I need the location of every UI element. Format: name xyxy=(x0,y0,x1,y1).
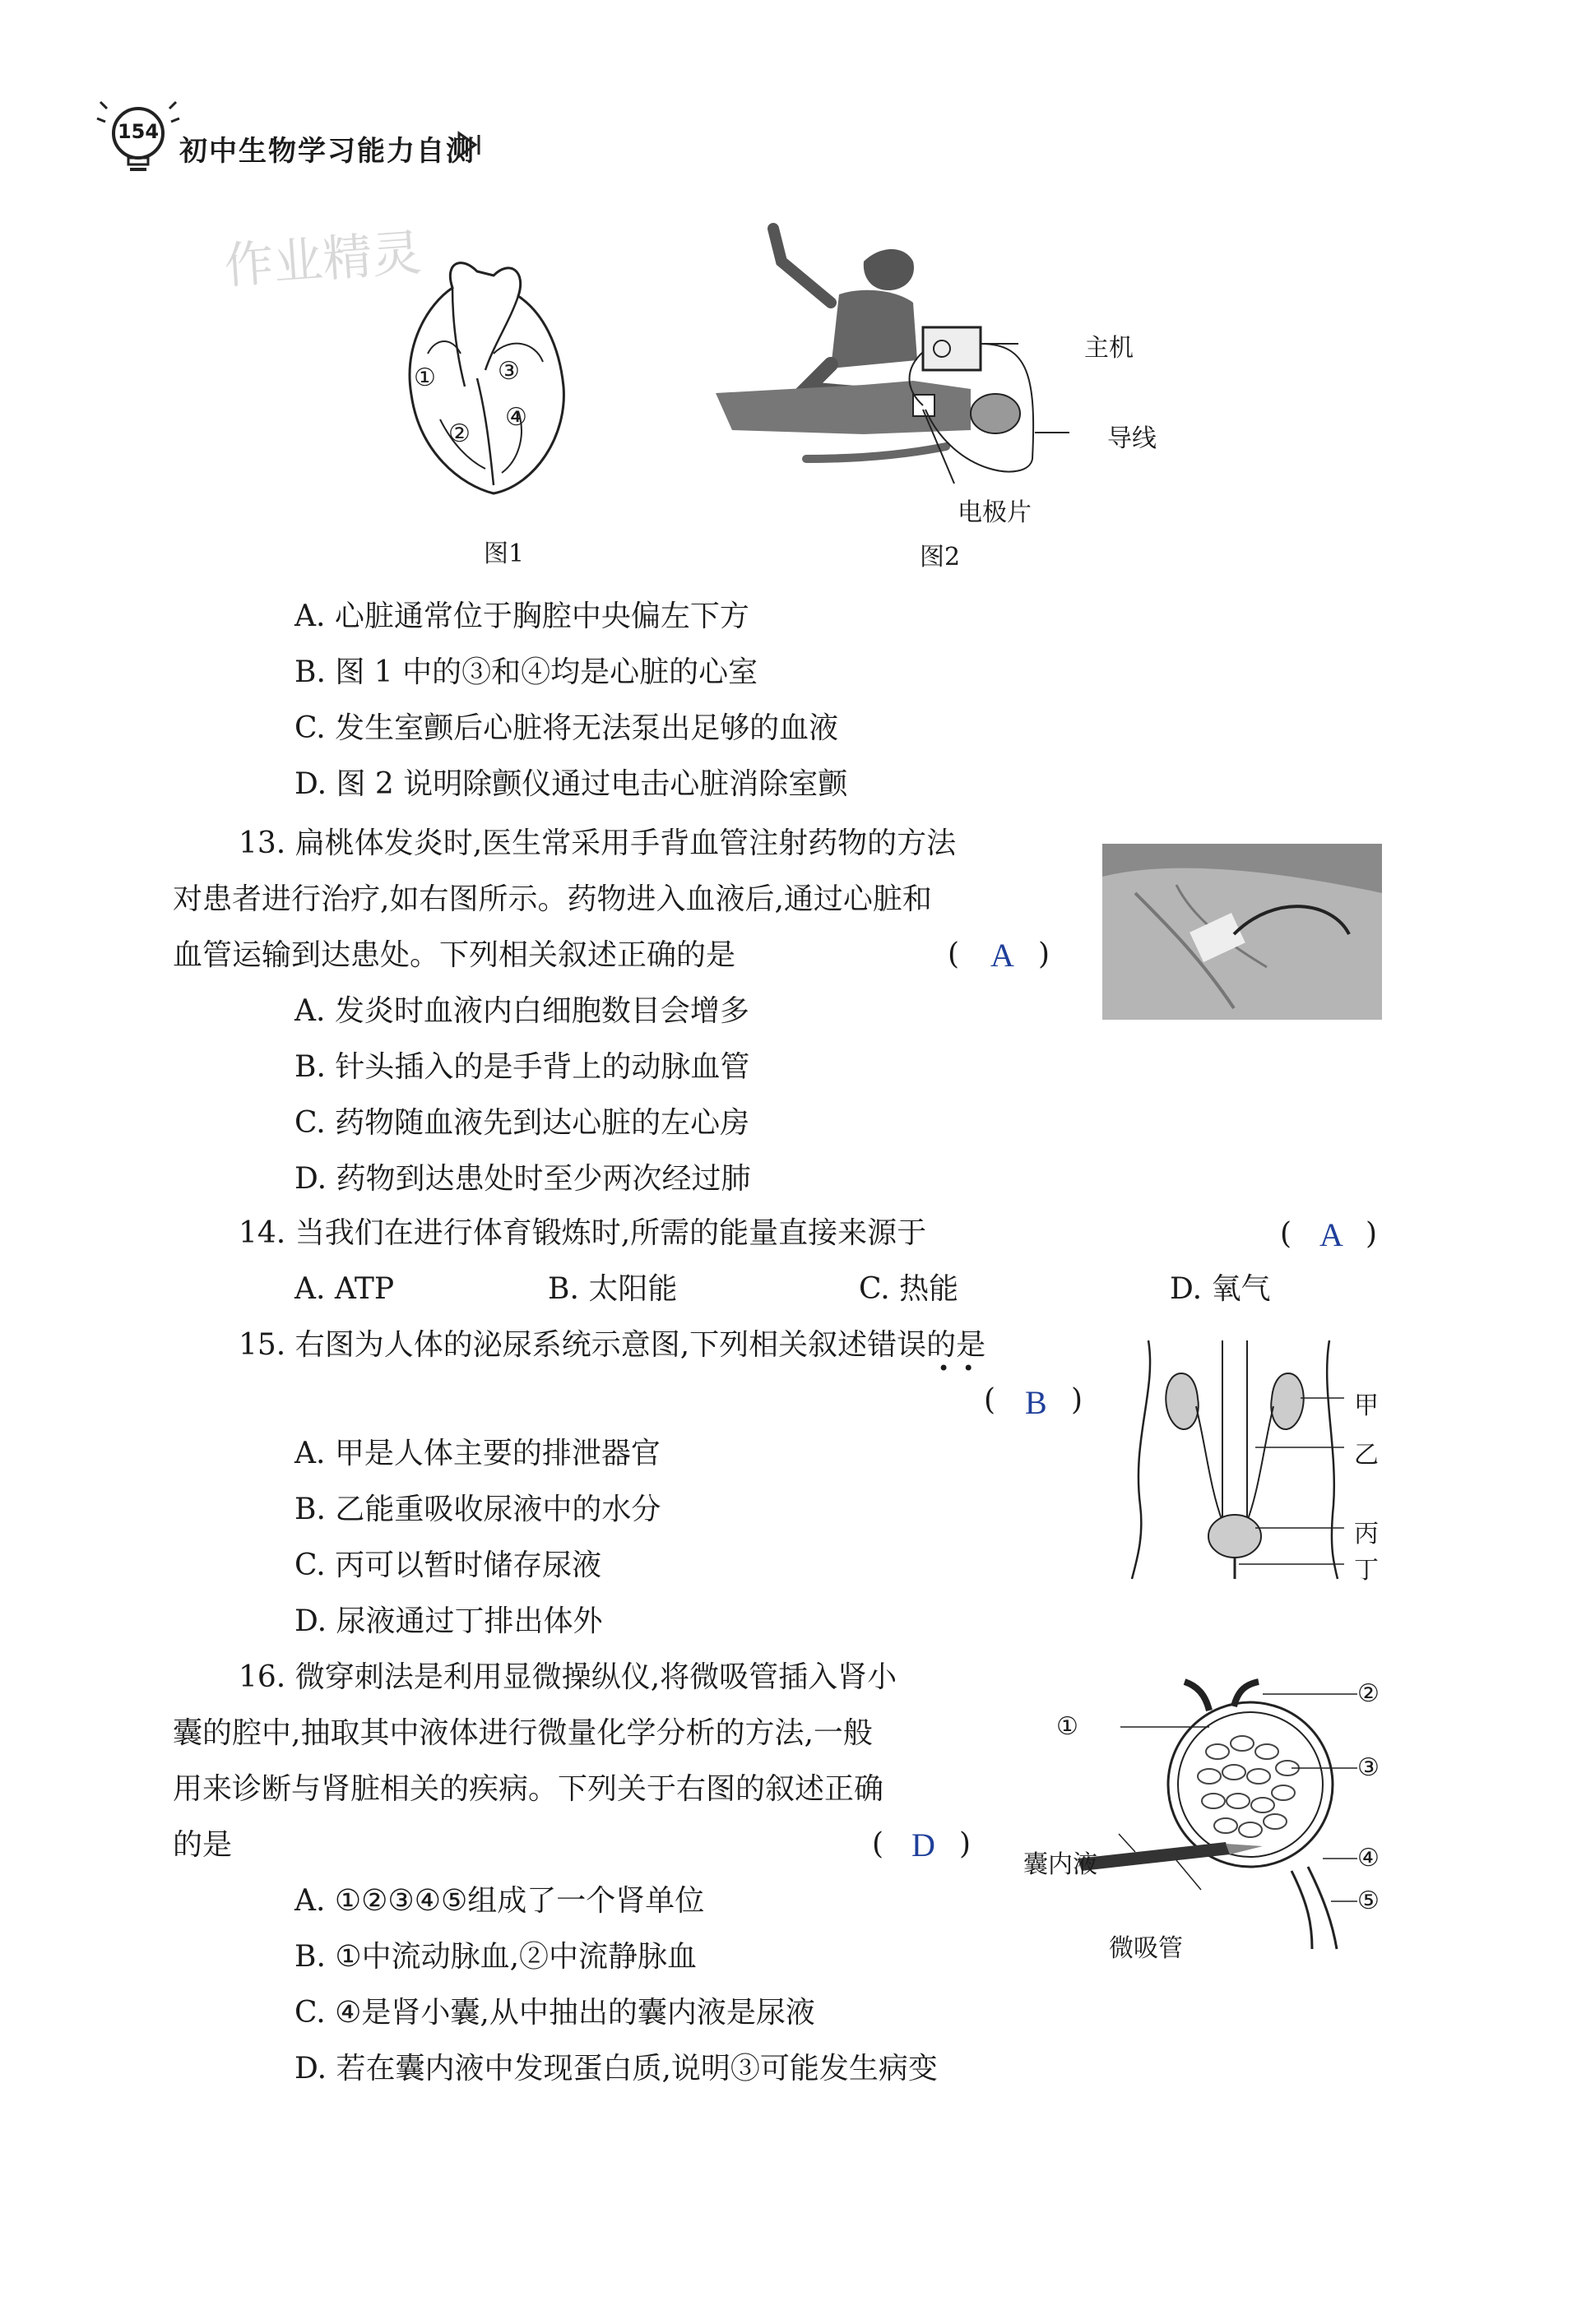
q16-option-d: D. 若在囊内液中发现蛋白质,说明③可能发生病变 xyxy=(294,2052,938,2086)
q13-option-a: A. 发炎时血液内白细胞数目会增多 xyxy=(294,994,749,1028)
q12-option-a: A. 心脏通常位于胸腔中央偏左下方 xyxy=(294,600,749,633)
book-title: 初中生物学习能力自测 xyxy=(179,135,475,168)
fig1-caption: 图1 xyxy=(484,539,525,568)
nephron-label-4: ④ xyxy=(1357,1844,1380,1873)
q16-option-a: A. ①②③④⑤组成了一个肾单位 xyxy=(294,1884,705,1918)
q16-paren-close: ) xyxy=(959,1827,972,1861)
play-arrow-icon xyxy=(457,132,482,158)
nephron-label-2: ② xyxy=(1357,1679,1380,1708)
q14-answer: A xyxy=(1319,1216,1343,1253)
nephron-label-3: ③ xyxy=(1357,1753,1380,1782)
q16-option-b: B. ①中流动脉血,②中流静脉血 xyxy=(294,1940,698,1974)
heart-label-1: ① xyxy=(414,363,436,392)
q15-option-b: B. 乙能重吸收尿液中的水分 xyxy=(294,1493,661,1526)
q14-paren-open: ( xyxy=(1280,1217,1292,1251)
q15-paren-close: ) xyxy=(1071,1383,1083,1417)
defibrillator-scene xyxy=(707,212,1069,492)
q15-option-d: D. 尿液通过丁排出体外 xyxy=(294,1604,603,1638)
q14-paren-close: ) xyxy=(1366,1217,1378,1251)
q15-answer: B xyxy=(1025,1384,1047,1421)
q16-stem-line-1: 16. 微穿刺法是利用显微操纵仪,将微吸管插入肾小 xyxy=(239,1660,897,1694)
q16-paren-open: ( xyxy=(872,1827,884,1861)
fig2-label-wire: 导线 xyxy=(1107,424,1157,453)
q13-option-c: C. 药物随血液先到达心脏的左心房 xyxy=(294,1106,750,1140)
fig2-label-electrode: 电极片 xyxy=(958,498,1032,527)
emphasis-dot: • xyxy=(962,1357,975,1380)
q16-answer: D xyxy=(911,1826,935,1863)
fig2-caption: 图2 xyxy=(920,543,961,572)
page-number: 154 xyxy=(117,120,160,143)
q12-option-c: C. 发生室颤后心脏将无法泵出足够的血液 xyxy=(294,711,839,745)
q12-option-d: D. 图 2 说明除颤仪通过电击心脏消除室颤 xyxy=(294,767,848,801)
urinary-system-diagram xyxy=(1132,1340,1346,1579)
micropipette-label: 微吸管 xyxy=(1109,1934,1183,1963)
q16-stem-line-4: 的是 xyxy=(173,1828,233,1862)
q14-option-c: C. 热能 xyxy=(859,1272,959,1306)
q13-option-b: B. 针头插入的是手背上的动脉血管 xyxy=(294,1050,750,1084)
q14-option-d: D. 氧气 xyxy=(1170,1272,1271,1306)
nephron-label-5: ⑤ xyxy=(1357,1887,1380,1915)
heart-label-3: ③ xyxy=(498,357,520,386)
q13-stem-line-3: 血管运输到达患处。下列相关叙述正确的是 xyxy=(173,938,736,972)
q13-paren-close: ) xyxy=(1038,937,1050,971)
q13-paren-open: ( xyxy=(948,937,960,971)
q14-stem: 14. 当我们在进行体育锻炼时,所需的能量直接来源于 xyxy=(239,1216,927,1250)
urinary-label-bing: 丙 xyxy=(1354,1520,1379,1549)
q14-option-a: A. ATP xyxy=(294,1272,395,1306)
watermark: 作业精灵 xyxy=(222,224,424,296)
q13-option-d: D. 药物到达患处时至少两次经过肺 xyxy=(294,1162,751,1196)
emphasis-dot: • xyxy=(938,1357,950,1380)
hand-injection-photo xyxy=(1102,844,1382,1020)
urinary-label-yi: 乙 xyxy=(1354,1441,1379,1470)
q16-stem-line-3: 用来诊断与肾脏相关的疾病。下列关于右图的叙述正确 xyxy=(173,1772,884,1806)
q12-option-b: B. 图 1 中的③和④均是心脏的心室 xyxy=(294,655,758,689)
q15-paren-open: ( xyxy=(984,1383,996,1417)
q15-option-a: A. 甲是人体主要的排泄器官 xyxy=(294,1437,661,1470)
urinary-label-ding: 丁 xyxy=(1354,1556,1379,1585)
q13-stem-line-2: 对患者进行治疗,如右图所示。药物进入血液后,通过心脏和 xyxy=(173,882,932,916)
q15-option-c: C. 丙可以暂时储存尿液 xyxy=(294,1549,602,1582)
q15-stem: 15. 右图为人体的泌尿系统示意图,下列相关叙述错误的是 xyxy=(239,1328,986,1362)
q16-stem-line-2: 囊的腔中,抽取其中液体进行微量化学分析的方法,一般 xyxy=(173,1716,873,1750)
q14-option-b: B. 太阳能 xyxy=(548,1272,678,1306)
heart-label-4: ④ xyxy=(505,403,527,432)
capsular-fluid-label: 囊内液 xyxy=(1023,1850,1097,1879)
q13-stem-line-1: 13. 扁桃体发炎时,医生常采用手背血管注射药物的方法 xyxy=(239,826,957,860)
q16-option-c: C. ④是肾小囊,从中抽出的囊内液是尿液 xyxy=(294,1996,815,2030)
emphasis-dots xyxy=(938,1357,974,1380)
fig2-label-host: 主机 xyxy=(1084,334,1134,363)
renal-corpuscle-diagram xyxy=(1061,1678,1390,1949)
heart-label-2: ② xyxy=(448,419,471,448)
q13-answer: A xyxy=(990,937,1014,974)
urinary-label-jia: 甲 xyxy=(1354,1391,1379,1420)
nephron-label-1: ① xyxy=(1056,1712,1078,1741)
